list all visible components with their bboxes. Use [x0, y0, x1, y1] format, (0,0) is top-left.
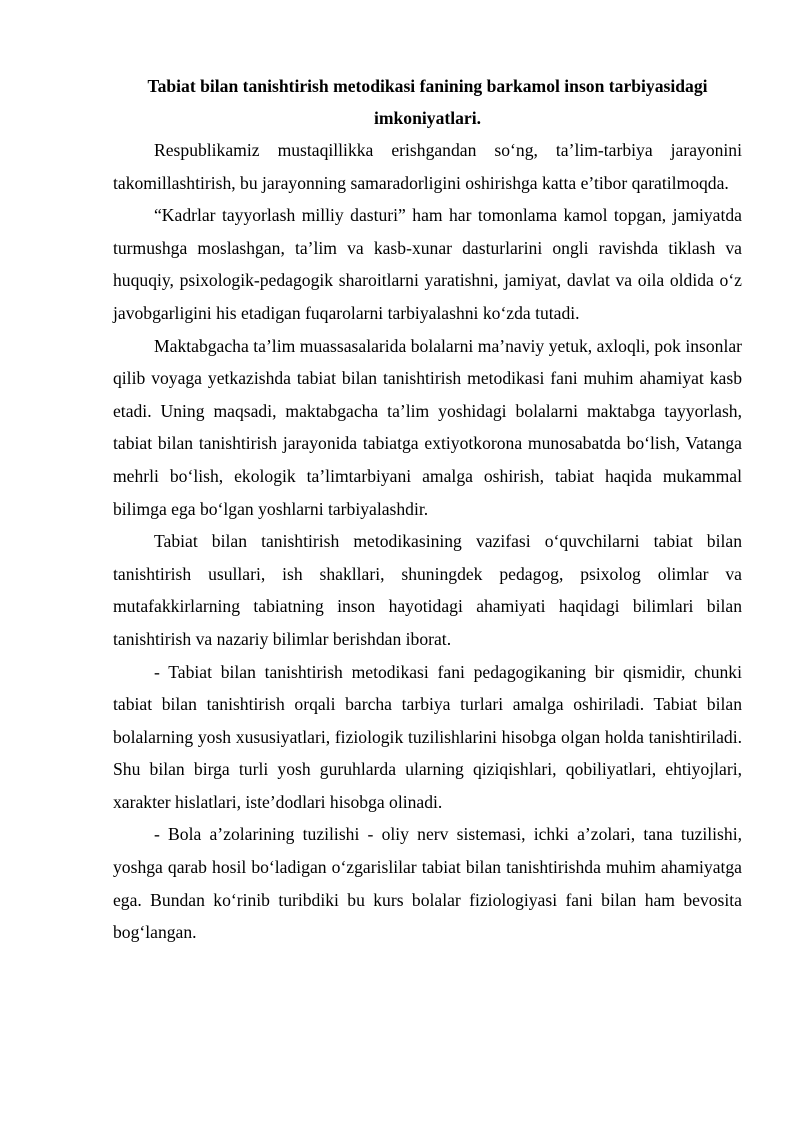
document-title: Tabiat bilan tanishtirish metodikasi fanining barkamol inson tarbiyasidagi imkoniyatlari.: [147, 76, 708, 128]
document-page: [113, 70, 742, 949]
paragraph-maktabgacha: Maktabgacha ta’lim muassasalarida bolalarni ma’naviy yetuk, axloqli, pok insonlar qilib voyaga yetkazishda tabiat bilan tanishtirish metodikasi fani muhim ahamiyat kasb etadi. Uning maqsadi, maktabgacha ta’lim yoshidagi bolalarni maktabga tayyorlash, tabiat bilan tanishtirish jarayonida tabiatga extiyotkorona munosabatda bo‘lish, Vatanga mehrli bo‘lish, ekologik ta’limtarbiyani amalga oshirish, tabiat haqida mukammal bilimga ega bo‘lgan yoshlarni tarbiyalashdir.: [113, 335, 742, 519]
paragraph-intro: Respublikamiz mustaqillikka erishgandan so‘ng, ta’lim-tarbiya jarayonini takomillashtirish, bu jarayonning samaradorligini oshirishga katta e’tibor qaratilmoqda.: [113, 140, 742, 193]
paragraph-kadrlar: “Kadrlar tayyorlash milliy dasturi” ham har tomonlama kamol topgan, jamiyatda turmushga moslashgan, ta’lim va kasb-xunar dasturlarini ongli ravishda tiklash va huquqiy, psixologik-pedagogik sharoitlarni yaratishni, jamiyat, davlat va oila oldida o‘z javobgarligini his etadigan fuqarolarni tarbiyalashni ko‘zda tutadi.: [113, 205, 742, 323]
paragraph-pedagogika: - Tabiat bilan tanishtirish metodikasi fani pedagogikaning bir qismidir, chunki tabiat bilan tanishtirish orqali barcha tarbiya turlari amalga oshiriladi. Tabiat bilan bolalarning yosh xususiyatlari, fiziologik tuzilishlarini hisobga olgan holda tanishtiriladi. Shu bilan birga turli yosh guruhlarda ularning qiziqishlari, qobiliyatlari, ehtiyojlari, xarakter hislatlari, iste’dodlari hisobga olinadi.: [113, 661, 742, 812]
paragraph-fiziologiya: - Bola a’zolarining tuzilishi - oliy nerv sistemasi, ichki a’zolari, tana tuzilishi, yoshga qarab hosil bo‘ladigan o‘zgarislilar tabiat bilan tanishtirishda muhim ahamiyatga ega. Bundan ko‘rinib turibdiki bu kurs bolalar fiziologiyasi fani bilan ham bevosita bog‘langan.: [113, 824, 742, 943]
paragraph-vazifasi: Tabiat bilan tanishtirish metodikasining vazifasi o‘quvchilarni tabiat bilan tanishtirish usullari, ish shakllari, shuningdek pedagog, psixolog olimlar va mutafakkirlarning tabiatning inson hayotidagi ahamiyati haqidagi bilimlari bilan tanishtirish va nazariy bilimlar berishdan iborat.: [113, 531, 742, 649]
